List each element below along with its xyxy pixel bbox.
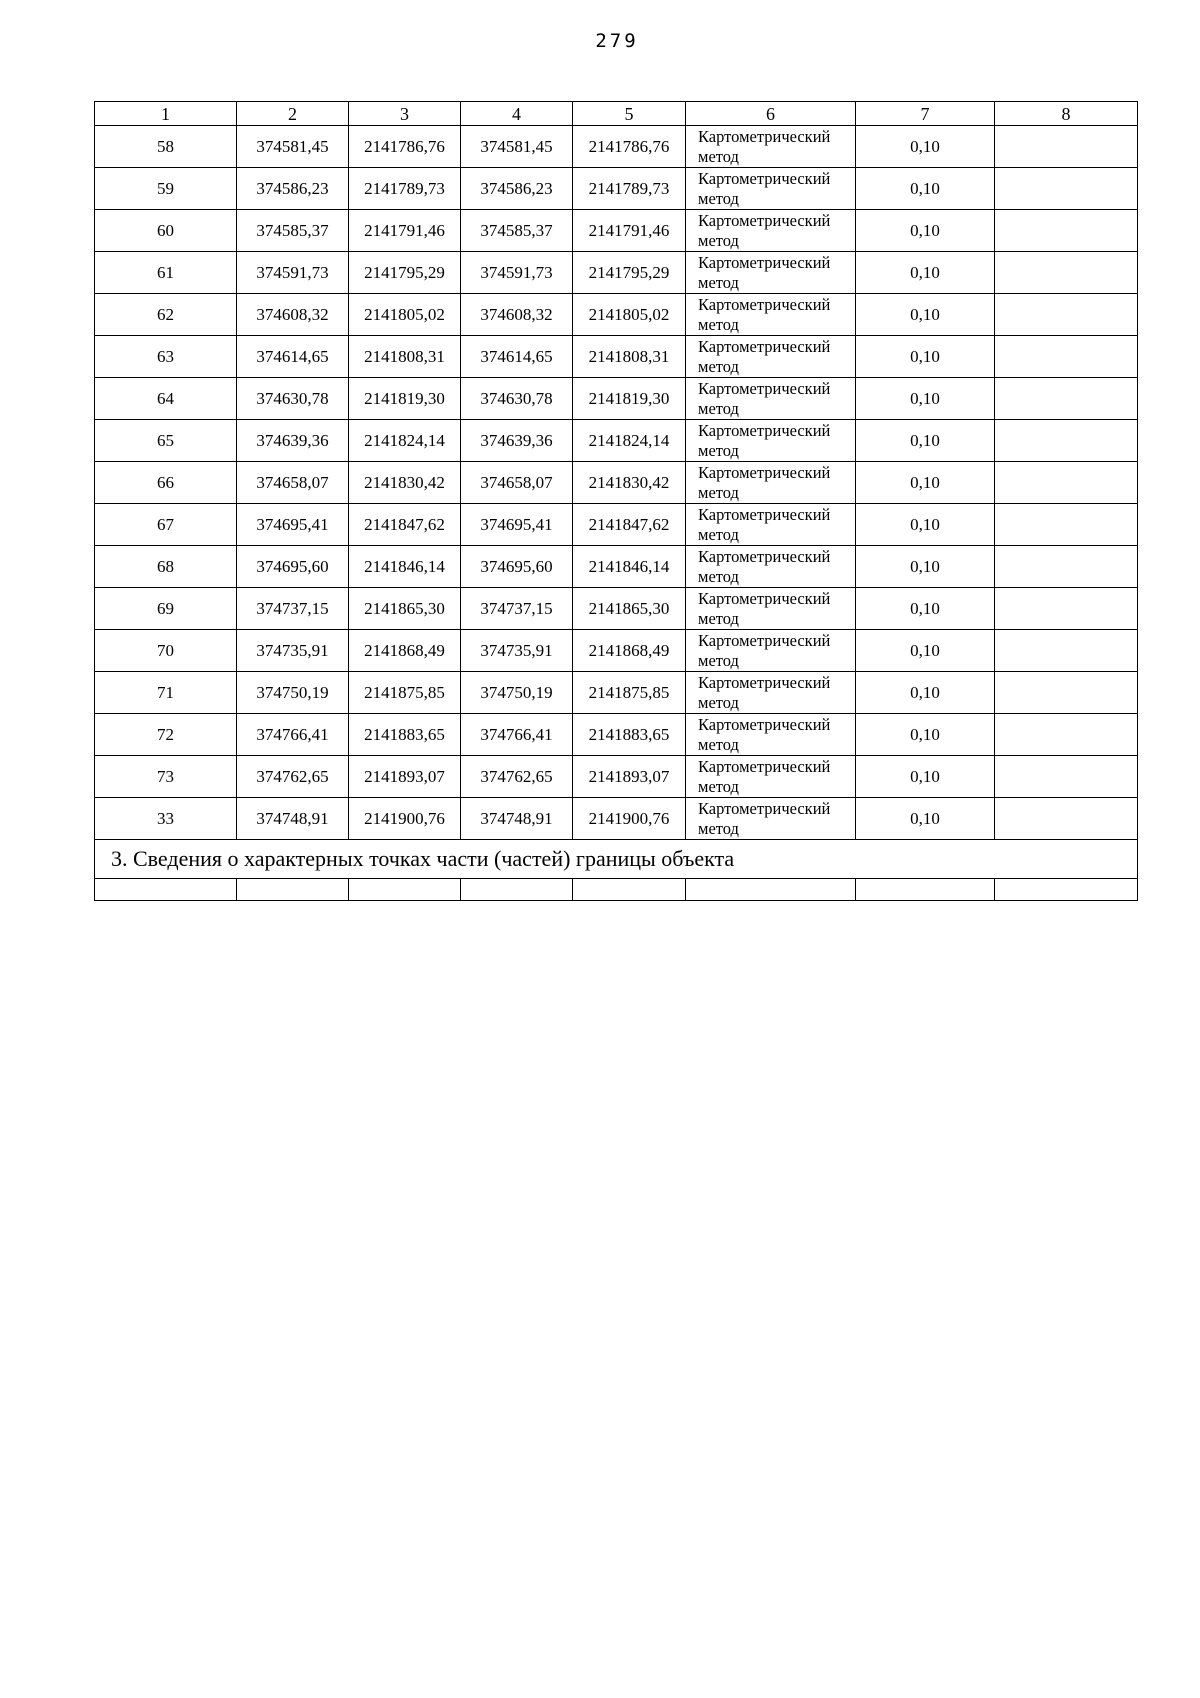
column-number: 3 xyxy=(349,102,461,126)
accuracy-cell: 0,10 xyxy=(856,630,995,672)
table-row xyxy=(95,756,1138,798)
accuracy-cell: 0,10 xyxy=(856,294,995,336)
empty-cell xyxy=(95,879,237,901)
x-coordinate-cell: 374591,73 xyxy=(461,252,573,294)
y-coordinate-cell: 2141805,02 xyxy=(349,294,461,336)
table-row xyxy=(95,336,1138,378)
accuracy-cell: 0,10 xyxy=(856,546,995,588)
point-number-cell: 69 xyxy=(95,588,237,630)
x-coordinate-cell: 374695,41 xyxy=(237,504,349,546)
empty-cell xyxy=(349,879,461,901)
table-row xyxy=(95,420,1138,462)
x-coordinate-cell: 374586,23 xyxy=(461,168,573,210)
x-coordinate-cell: 374695,60 xyxy=(237,546,349,588)
table-row xyxy=(95,798,1138,840)
note-cell xyxy=(995,378,1138,420)
method-cell: Картометрический метод xyxy=(686,336,856,378)
x-coordinate-cell: 374586,23 xyxy=(237,168,349,210)
column-number: 4 xyxy=(461,102,573,126)
note-cell xyxy=(995,798,1138,840)
x-coordinate-cell: 374608,32 xyxy=(461,294,573,336)
y-coordinate-cell: 2141875,85 xyxy=(573,672,686,714)
note-cell xyxy=(995,546,1138,588)
column-number: 1 xyxy=(95,102,237,126)
method-cell: Картометрический метод xyxy=(686,462,856,504)
y-coordinate-cell: 2141868,49 xyxy=(573,630,686,672)
note-cell xyxy=(995,672,1138,714)
y-coordinate-cell: 2141824,14 xyxy=(349,420,461,462)
point-number-cell: 68 xyxy=(95,546,237,588)
x-coordinate-cell: 374748,91 xyxy=(237,798,349,840)
accuracy-cell: 0,10 xyxy=(856,336,995,378)
note-cell xyxy=(995,462,1138,504)
y-coordinate-cell: 2141824,14 xyxy=(573,420,686,462)
coordinates-table xyxy=(94,101,1138,901)
y-coordinate-cell: 2141795,29 xyxy=(573,252,686,294)
y-coordinate-cell: 2141805,02 xyxy=(573,294,686,336)
column-number: 5 xyxy=(573,102,686,126)
x-coordinate-cell: 374591,73 xyxy=(237,252,349,294)
y-coordinate-cell: 2141846,14 xyxy=(573,546,686,588)
section-title: 3. Сведения о характерных точках части (частей) границы объекта xyxy=(95,840,1138,879)
page-number: 279 xyxy=(595,30,639,52)
y-coordinate-cell: 2141900,76 xyxy=(349,798,461,840)
accuracy-cell: 0,10 xyxy=(856,252,995,294)
point-number-cell: 58 xyxy=(95,126,237,168)
accuracy-cell: 0,10 xyxy=(856,420,995,462)
point-number-cell: 33 xyxy=(95,798,237,840)
x-coordinate-cell: 374695,60 xyxy=(461,546,573,588)
method-cell: Картометрический метод xyxy=(686,798,856,840)
x-coordinate-cell: 374762,65 xyxy=(237,756,349,798)
table-row xyxy=(95,210,1138,252)
y-coordinate-cell: 2141791,46 xyxy=(573,210,686,252)
note-cell xyxy=(995,756,1138,798)
empty-row xyxy=(95,879,1138,901)
y-coordinate-cell: 2141786,76 xyxy=(349,126,461,168)
x-coordinate-cell: 374581,45 xyxy=(237,126,349,168)
accuracy-cell: 0,10 xyxy=(856,756,995,798)
y-coordinate-cell: 2141808,31 xyxy=(573,336,686,378)
y-coordinate-cell: 2141819,30 xyxy=(349,378,461,420)
x-coordinate-cell: 374614,65 xyxy=(237,336,349,378)
point-number-cell: 59 xyxy=(95,168,237,210)
accuracy-cell: 0,10 xyxy=(856,378,995,420)
y-coordinate-cell: 2141789,73 xyxy=(573,168,686,210)
table-row xyxy=(95,462,1138,504)
x-coordinate-cell: 374737,15 xyxy=(461,588,573,630)
accuracy-cell: 0,10 xyxy=(856,588,995,630)
y-coordinate-cell: 2141865,30 xyxy=(573,588,686,630)
method-cell: Картометрический метод xyxy=(686,630,856,672)
method-cell: Картометрический метод xyxy=(686,210,856,252)
table-row xyxy=(95,168,1138,210)
point-number-cell: 61 xyxy=(95,252,237,294)
table-body xyxy=(95,102,1138,901)
column-number: 6 xyxy=(686,102,856,126)
note-cell xyxy=(995,336,1138,378)
empty-cell xyxy=(686,879,856,901)
x-coordinate-cell: 374766,41 xyxy=(461,714,573,756)
y-coordinate-cell: 2141786,76 xyxy=(573,126,686,168)
x-coordinate-cell: 374608,32 xyxy=(237,294,349,336)
section-title-row xyxy=(95,840,1138,879)
y-coordinate-cell: 2141893,07 xyxy=(349,756,461,798)
table-row xyxy=(95,126,1138,168)
y-coordinate-cell: 2141868,49 xyxy=(349,630,461,672)
column-number: 2 xyxy=(237,102,349,126)
x-coordinate-cell: 374585,37 xyxy=(461,210,573,252)
empty-cell xyxy=(573,879,686,901)
note-cell xyxy=(995,588,1138,630)
method-cell: Картометрический метод xyxy=(686,294,856,336)
note-cell xyxy=(995,420,1138,462)
method-cell: Картометрический метод xyxy=(686,714,856,756)
method-cell: Картометрический метод xyxy=(686,420,856,462)
empty-cell xyxy=(237,879,349,901)
point-number-cell: 72 xyxy=(95,714,237,756)
column-number: 7 xyxy=(856,102,995,126)
method-cell: Картометрический метод xyxy=(686,378,856,420)
note-cell xyxy=(995,504,1138,546)
y-coordinate-cell: 2141900,76 xyxy=(573,798,686,840)
point-number-cell: 63 xyxy=(95,336,237,378)
note-cell xyxy=(995,210,1138,252)
point-number-cell: 73 xyxy=(95,756,237,798)
method-cell: Картометрический метод xyxy=(686,546,856,588)
accuracy-cell: 0,10 xyxy=(856,168,995,210)
table-row xyxy=(95,714,1138,756)
table-row xyxy=(95,378,1138,420)
y-coordinate-cell: 2141819,30 xyxy=(573,378,686,420)
y-coordinate-cell: 2141893,07 xyxy=(573,756,686,798)
method-cell: Картометрический метод xyxy=(686,504,856,546)
y-coordinate-cell: 2141847,62 xyxy=(349,504,461,546)
point-number-cell: 64 xyxy=(95,378,237,420)
accuracy-cell: 0,10 xyxy=(856,714,995,756)
x-coordinate-cell: 374766,41 xyxy=(237,714,349,756)
accuracy-cell: 0,10 xyxy=(856,504,995,546)
table-row xyxy=(95,546,1138,588)
x-coordinate-cell: 374748,91 xyxy=(461,798,573,840)
table-row xyxy=(95,294,1138,336)
x-coordinate-cell: 374639,36 xyxy=(237,420,349,462)
y-coordinate-cell: 2141875,85 xyxy=(349,672,461,714)
point-number-cell: 62 xyxy=(95,294,237,336)
y-coordinate-cell: 2141846,14 xyxy=(349,546,461,588)
table-row xyxy=(95,630,1138,672)
empty-cell xyxy=(461,879,573,901)
y-coordinate-cell: 2141883,65 xyxy=(573,714,686,756)
y-coordinate-cell: 2141847,62 xyxy=(573,504,686,546)
note-cell xyxy=(995,252,1138,294)
x-coordinate-cell: 374735,91 xyxy=(237,630,349,672)
table-row xyxy=(95,504,1138,546)
method-cell: Картометрический метод xyxy=(686,756,856,798)
note-cell xyxy=(995,714,1138,756)
x-coordinate-cell: 374614,65 xyxy=(461,336,573,378)
column-number-row xyxy=(95,102,1138,126)
note-cell xyxy=(995,168,1138,210)
point-number-cell: 67 xyxy=(95,504,237,546)
y-coordinate-cell: 2141865,30 xyxy=(349,588,461,630)
note-cell xyxy=(995,630,1138,672)
y-coordinate-cell: 2141830,42 xyxy=(349,462,461,504)
point-number-cell: 65 xyxy=(95,420,237,462)
method-cell: Картометрический метод xyxy=(686,672,856,714)
empty-cell xyxy=(995,879,1138,901)
x-coordinate-cell: 374639,36 xyxy=(461,420,573,462)
x-coordinate-cell: 374750,19 xyxy=(461,672,573,714)
note-cell xyxy=(995,294,1138,336)
point-number-cell: 66 xyxy=(95,462,237,504)
x-coordinate-cell: 374630,78 xyxy=(461,378,573,420)
x-coordinate-cell: 374581,45 xyxy=(461,126,573,168)
point-number-cell: 70 xyxy=(95,630,237,672)
y-coordinate-cell: 2141883,65 xyxy=(349,714,461,756)
empty-cell xyxy=(856,879,995,901)
method-cell: Картометрический метод xyxy=(686,126,856,168)
y-coordinate-cell: 2141791,46 xyxy=(349,210,461,252)
table-row xyxy=(95,672,1138,714)
x-coordinate-cell: 374735,91 xyxy=(461,630,573,672)
note-cell xyxy=(995,126,1138,168)
x-coordinate-cell: 374762,65 xyxy=(461,756,573,798)
y-coordinate-cell: 2141795,29 xyxy=(349,252,461,294)
x-coordinate-cell: 374658,07 xyxy=(461,462,573,504)
table-row xyxy=(95,588,1138,630)
point-number-cell: 60 xyxy=(95,210,237,252)
accuracy-cell: 0,10 xyxy=(856,126,995,168)
method-cell: Картометрический метод xyxy=(686,588,856,630)
y-coordinate-cell: 2141830,42 xyxy=(573,462,686,504)
method-cell: Картометрический метод xyxy=(686,168,856,210)
x-coordinate-cell: 374585,37 xyxy=(237,210,349,252)
accuracy-cell: 0,10 xyxy=(856,798,995,840)
x-coordinate-cell: 374695,41 xyxy=(461,504,573,546)
accuracy-cell: 0,10 xyxy=(856,462,995,504)
y-coordinate-cell: 2141789,73 xyxy=(349,168,461,210)
accuracy-cell: 0,10 xyxy=(856,672,995,714)
x-coordinate-cell: 374750,19 xyxy=(237,672,349,714)
method-cell: Картометрический метод xyxy=(686,252,856,294)
accuracy-cell: 0,10 xyxy=(856,210,995,252)
column-number: 8 xyxy=(995,102,1138,126)
x-coordinate-cell: 374630,78 xyxy=(237,378,349,420)
table-row xyxy=(95,252,1138,294)
point-number-cell: 71 xyxy=(95,672,237,714)
x-coordinate-cell: 374658,07 xyxy=(237,462,349,504)
y-coordinate-cell: 2141808,31 xyxy=(349,336,461,378)
x-coordinate-cell: 374737,15 xyxy=(237,588,349,630)
